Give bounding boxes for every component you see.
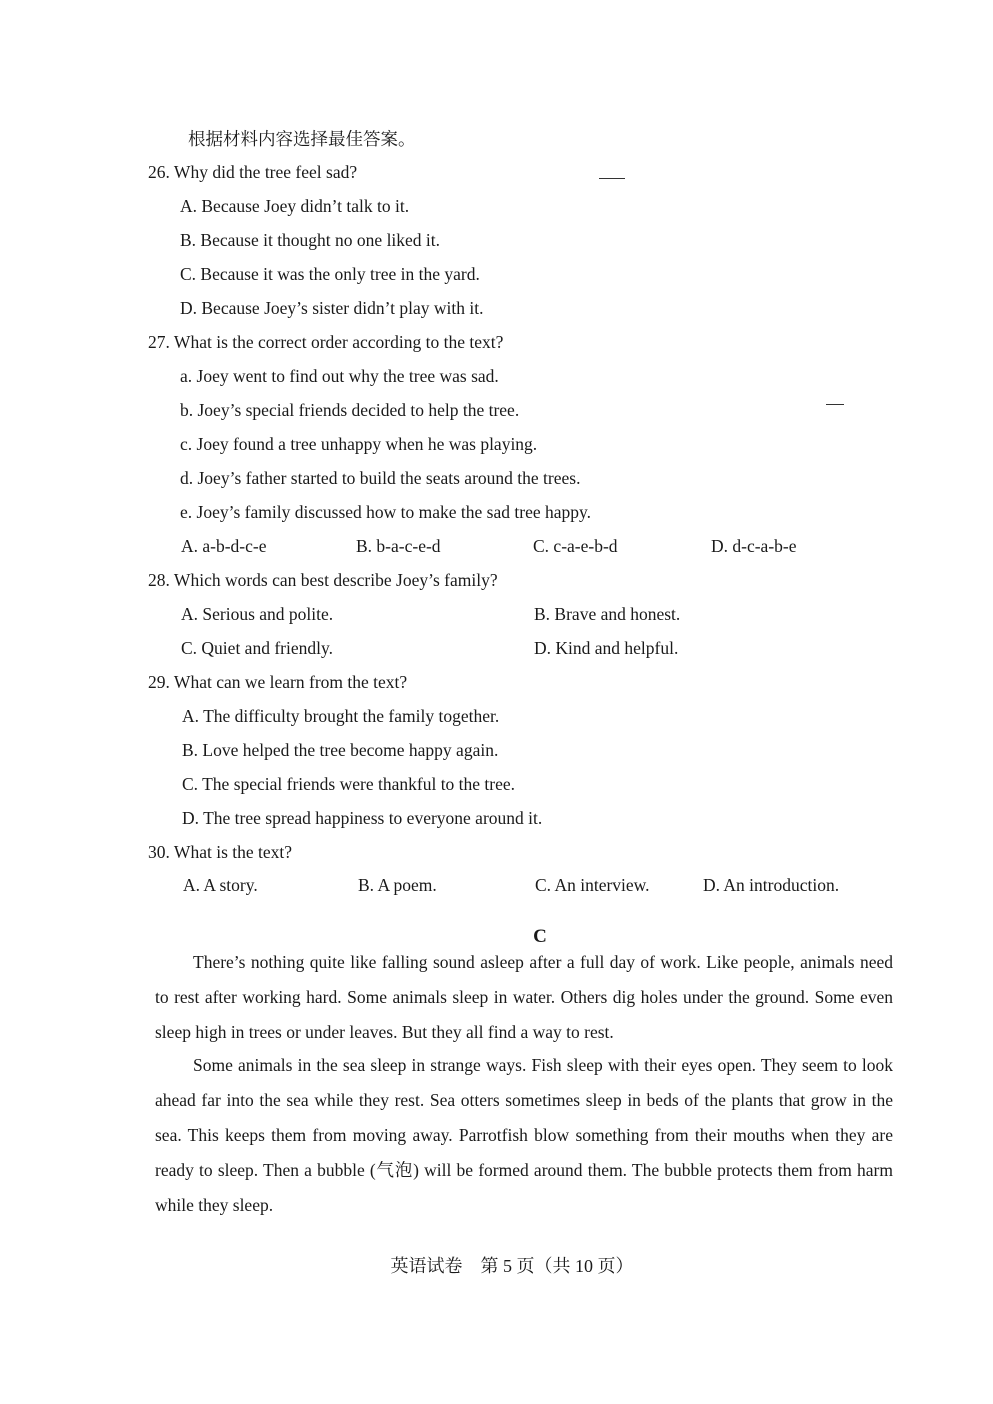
answer-blank-mark (599, 178, 625, 179)
question-26-option-c: C. Because it was the only tree in the yard. (180, 264, 480, 284)
question-28-option-d: D. Kind and helpful. (534, 638, 679, 658)
question-27-option-d: D. d-c-a-b-e (711, 536, 797, 556)
question-30-option-c: C. An interview. (535, 875, 650, 895)
question-26-option-a: A. Because Joey didn’t talk to it. (180, 196, 410, 216)
question-27-event-c: c. Joey found a tree unhappy when he was playing. (180, 434, 538, 454)
question-27-option-c: C. c-a-e-b-d (533, 536, 618, 556)
question-27-event-a: a. Joey went to find out why the tree was sad. (180, 366, 499, 386)
section-title: C (533, 926, 547, 947)
question-27-event-d: d. Joey’s father started to build the seats around the trees. (180, 468, 581, 488)
question-29-option-c: C. The special friends were thankful to the tree. (182, 774, 516, 794)
question-29-option-d: D. The tree spread happiness to everyone around it. (182, 808, 543, 828)
question-29-stem: 29. What can we learn from the text? (148, 672, 408, 692)
question-30-stem: 30. What is the text? (148, 842, 293, 862)
question-27-event-b: b. Joey’s special friends decided to help the tree. (180, 400, 520, 420)
instruction-text: 根据材料内容选择最佳答案。 (188, 129, 416, 149)
question-28-option-a: A. Serious and polite. (181, 604, 334, 624)
question-28-option-b: B. Brave and honest. (534, 604, 681, 624)
question-27-option-a: A. a-b-d-c-e (181, 536, 267, 556)
question-28-option-c: C. Quiet and friendly. (181, 638, 333, 658)
question-27-stem: 27. What is the correct order according to the text? (148, 332, 504, 352)
question-30-option-a: A. A story. (183, 875, 258, 895)
passage-paragraph-1: There’s nothing quite like falling sound asleep after a full day of work. Like people, animals need to rest after working hard. Some animals sleep in water. Others dig holes under the ground. Some even sleep high in trees or under leaves. But they all find a way to rest. (155, 952, 893, 1042)
question-27-option-b: B. b-a-c-e-d (356, 536, 441, 556)
question-26-option-b: B. Because it thought no one liked it. (180, 230, 441, 250)
question-27-event-e: e. Joey’s family discussed how to make the sad tree happy. (180, 502, 591, 522)
question-29-option-b: B. Love helped the tree become happy again. (182, 740, 499, 760)
answer-blank-mark (826, 404, 844, 405)
page-footer: 英语试卷 第 5 页（共 10 页） (390, 1256, 634, 1276)
question-26-option-d: D. Because Joey’s sister didn’t play with it. (180, 298, 484, 318)
question-29-option-a: A. The difficulty brought the family together. (182, 706, 500, 726)
question-30-option-b: B. A poem. (358, 875, 437, 895)
passage-paragraph-2: Some animals in the sea sleep in strange ways. Fish sleep with their eyes open. They seem to look ahead far into the sea while they rest. Sea otters sometimes sleep in beds of the plants that grow in the sea. This keeps them from moving away. Parrotfish blow something from their mouths when they are ready to sleep. Then a bubble (气泡) will be formed around them. The bubble protects them from harm while they sleep. (155, 1055, 893, 1215)
question-28-stem: 28. Which words can best describe Joey’s family? (148, 570, 498, 590)
question-30-option-d: D. An introduction. (703, 875, 840, 895)
question-26-stem: 26. Why did the tree feel sad? (148, 162, 358, 182)
